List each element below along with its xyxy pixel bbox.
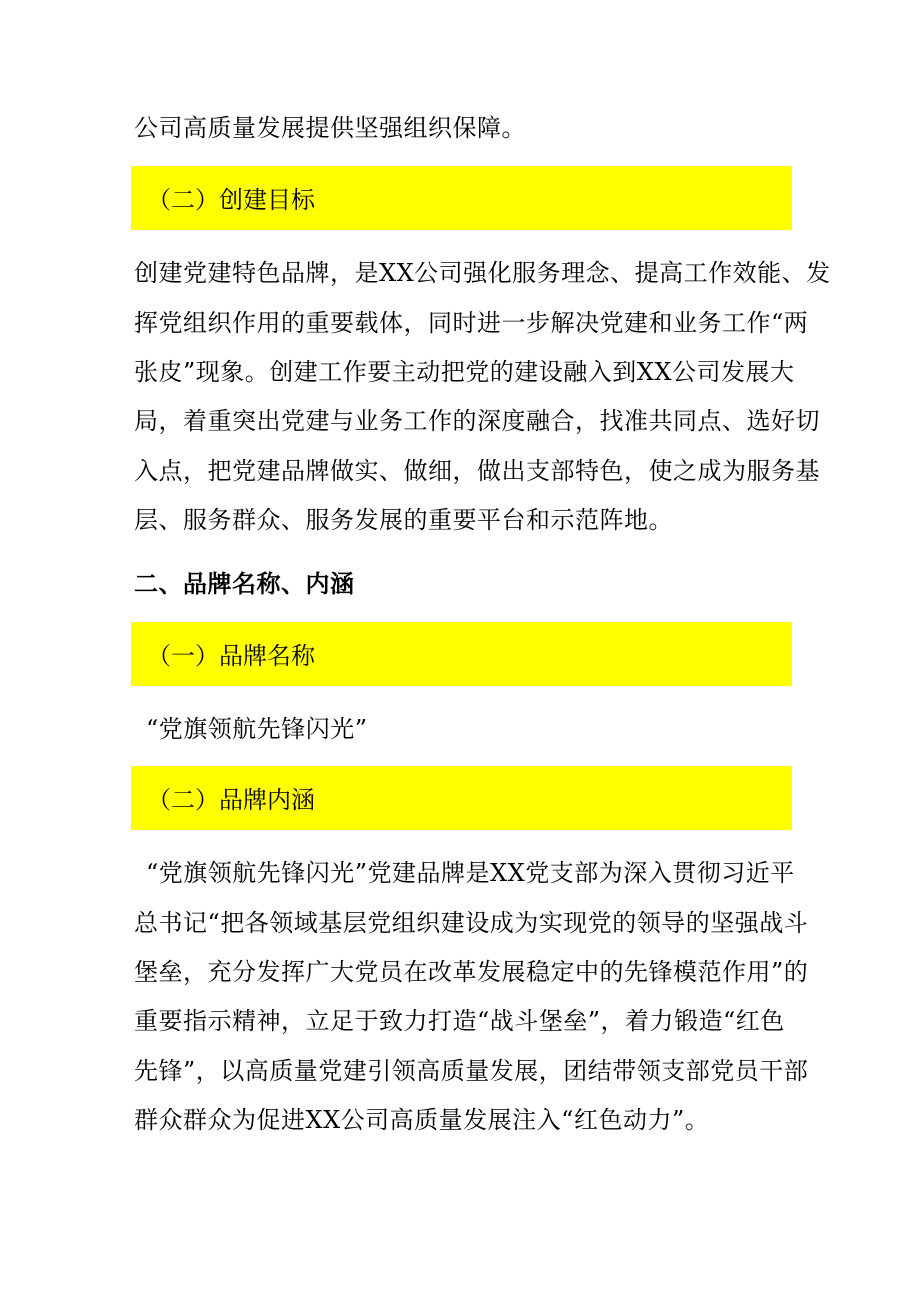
chapter-heading: 二、品牌名称、内涵 <box>134 570 355 598</box>
paragraph-line: 重要指示精神，立足于致力打造“战斗堡垒”，着力锻造“红色 <box>134 1007 785 1035</box>
paragraph-line: 先锋”，以高质量党建引领高质量发展，团结带领支部党员干部 <box>134 1057 809 1085</box>
section-heading-brand-meaning: （二）品牌内涵 <box>147 786 315 814</box>
paragraph-line: 公司高质量发展提供坚强组织保障。 <box>134 114 526 142</box>
paragraph-line: 局，着重突出党建与业务工作的深度融合，找准共同点、选好切 <box>134 407 820 435</box>
paragraph-line: 张皮”现象。创建工作要主动把党的建设融入到XX公司发展大 <box>134 358 795 386</box>
section-heading-highlight <box>131 766 792 830</box>
paragraph-line: 创建党建特色品牌，是XX公司强化服务理念、提高工作效能、发 <box>134 259 831 287</box>
paragraph-line: 层、服务群众、服务发展的重要平台和示范阵地。 <box>134 506 673 534</box>
section-heading-creation-goal: （二）创建目标 <box>147 186 315 214</box>
section-heading-highlight <box>131 166 792 230</box>
section-heading-brand-name: （一）品牌名称 <box>147 642 315 670</box>
paragraph-line: 挥党组织作用的重要载体，同时进一步解决党建和业务工作“两 <box>134 309 809 337</box>
paragraph-line: 总书记“把各领域基层党组织建设成为实现党的领导的坚强战斗 <box>134 909 809 937</box>
paragraph-line: 群众群众为促进XX公司高质量发展注入“红色动力”。 <box>134 1106 710 1134</box>
paragraph-line: “党旗领航先锋闪光”党建品牌是XX党支部为深入贯彻习近平 <box>146 859 795 887</box>
section-heading-highlight <box>131 622 792 686</box>
paragraph-line: 堡垒，充分发挥广大党员在改革发展稳定中的先锋模范作用”的 <box>134 958 809 986</box>
paragraph-line: 入点，把党建品牌做实、做细，做出支部特色，使之成为服务基 <box>134 457 820 485</box>
brand-name-text: “党旗领航先锋闪光” <box>146 715 368 743</box>
